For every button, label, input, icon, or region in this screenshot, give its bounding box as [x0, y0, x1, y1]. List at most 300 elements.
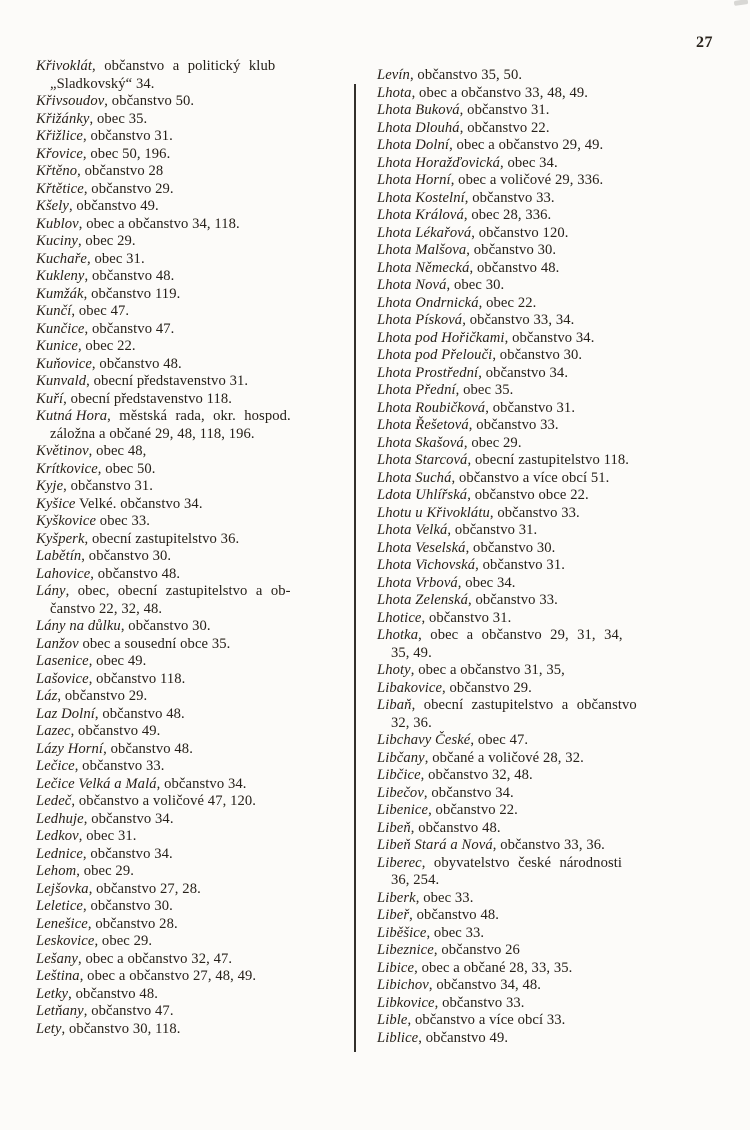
entry-place-name: Libeň Stará a Nová: [377, 837, 493, 853]
entry-detail-continuation: záložna a občané 29, 48, 118, 196.: [50, 425, 255, 442]
entry-place-name: Lhota Ondrnická: [377, 294, 479, 311]
entry-detail: , občanstvo 35, 50.: [409, 67, 523, 83]
entry-place-name: Lhota pod Přelouči: [377, 347, 493, 363]
entry-detail: , občanstvo 30.: [466, 242, 557, 258]
entry-detail: , občanstvo 33.: [468, 592, 558, 608]
entry-place-name: Krítkovice: [36, 460, 98, 477]
index-entry: [36, 321, 349, 339]
entry-place-name: Lečice: [36, 758, 75, 774]
entry-place-name: Lány: [36, 583, 66, 599]
entry-place-name: Lhoty: [377, 662, 411, 678]
entry-place-name: Lázy Horní: [36, 740, 104, 757]
index-entry: [36, 146, 349, 164]
index-entry: [36, 916, 349, 934]
index-entry: [377, 487, 733, 505]
index-entry: [36, 1021, 349, 1039]
entry-detail: , občanstvo 33, 36.: [492, 837, 605, 853]
entry-place-name: Květinov: [36, 443, 89, 459]
entry-detail: , občanstvo 31.: [447, 522, 538, 538]
entry-detail: , obec 29.: [463, 434, 522, 451]
index-entry: [36, 881, 349, 899]
index-entry: [36, 793, 349, 811]
entry-detail: , občanstvo 118.: [88, 670, 186, 687]
entry-detail: , občanstvo 22.: [428, 802, 518, 818]
entry-detail: , občanstvo 50.: [104, 93, 195, 109]
entry-detail: obec a sousední obce 35.: [78, 635, 231, 652]
entry-detail: , občanstvo 28: [77, 163, 164, 179]
entry-place-name: Lhota Malšova: [377, 242, 467, 258]
entry-detail: , obecní představenstvo 118.: [63, 390, 233, 407]
entry-detail: , obec 35.: [455, 382, 514, 398]
entry-detail: , občanstvo 32, 48.: [420, 767, 533, 783]
index-entry: [36, 111, 349, 129]
index-entry: [377, 417, 733, 435]
entry-place-name: Lhota Lékařová: [377, 224, 472, 241]
entry-detail: , obec a občanstvo 34, 118.: [78, 215, 240, 232]
index-entry: [377, 522, 733, 540]
index-entry: [36, 723, 349, 741]
entry-place-name: Kunčice: [36, 320, 85, 337]
entry-place-name: Lhota Zelenská: [377, 592, 468, 608]
index-entry: [377, 207, 733, 225]
entry-detail: , občanstvo 30.: [83, 898, 173, 914]
index-entry: [377, 697, 733, 732]
entry-detail: , obec 34.: [499, 154, 558, 171]
entry-place-name: Kuchaře: [36, 250, 87, 267]
entry-detail-continuation: čanstvo 22, 32, 48.: [50, 600, 163, 617]
entry-place-name: Letky: [36, 985, 69, 1002]
entry-place-name: Kuří: [36, 390, 64, 407]
entry-detail: , obec 49.: [88, 653, 147, 669]
index-entry: [377, 610, 733, 628]
index-entry: [377, 190, 733, 208]
entry-detail: , občanstvo 48.: [90, 565, 181, 582]
entry-detail: , občanstvo 48.: [68, 985, 158, 1002]
entry-place-name: Leletice: [36, 898, 83, 914]
index-entry: [377, 1012, 733, 1030]
index-entry: [36, 58, 349, 93]
entry-detail: , obec a občané 28, 33, 35.: [414, 959, 573, 976]
index-entry: [377, 820, 733, 838]
entry-detail: , občanstvo 31.: [83, 128, 173, 144]
index-entry: [36, 1003, 349, 1021]
index-entry: [36, 688, 349, 706]
entry-place-name: Kunice: [36, 338, 78, 354]
entry-place-name: Kšely: [36, 198, 69, 214]
entry-place-name: Lhota Velká: [377, 522, 448, 538]
entry-place-name: Lhota Roubičková: [377, 399, 486, 416]
entry-place-name: Libchavy České: [377, 732, 471, 748]
entry-detail: , občanstvo 33, 34.: [462, 312, 575, 328]
index-entry: [377, 575, 733, 593]
entry-place-name: Křtěno: [36, 163, 78, 179]
index-entry: [377, 172, 733, 190]
entry-place-name: Lehom: [36, 863, 77, 879]
entry-detail: , občanstvo a více obcí 33.: [407, 1012, 566, 1028]
index-entry: [377, 890, 733, 908]
entry-place-name: Levín: [377, 67, 410, 83]
index-entry: [36, 478, 349, 496]
entry-detail: , obec 50, 196.: [82, 145, 171, 162]
entry-detail: , občanstvo 33.: [464, 189, 555, 206]
entry-detail: , občanstvo 28.: [87, 915, 178, 932]
index-entry: [36, 286, 349, 304]
entry-place-name: Křižánky: [36, 110, 90, 127]
index-entry: [36, 163, 349, 181]
entry-place-name: Kunčí: [36, 303, 72, 319]
entry-place-name: Libeř: [377, 907, 410, 923]
entry-detail: , občanstvo 47.: [84, 320, 175, 337]
entry-place-name: Kyšice: [36, 495, 76, 512]
index-entry: [377, 592, 733, 610]
index-entry: [36, 741, 349, 759]
index-entry: [36, 671, 349, 689]
index-entry: [36, 706, 349, 724]
index-entry: [36, 496, 349, 514]
entry-detail: , obec a občanstvo 27, 48, 49.: [79, 968, 257, 984]
index-entry: [36, 933, 349, 951]
entry-place-name: Kuňovice: [36, 355, 92, 372]
entry-place-name: Libichov: [377, 977, 429, 993]
index-entry: [377, 557, 733, 575]
entry-detail: , občanstvo 48.: [94, 705, 185, 722]
index-entry: [36, 233, 349, 251]
index-entry: [36, 968, 349, 986]
index-entry: [36, 181, 349, 199]
entry-place-name: Kukleny: [36, 268, 85, 284]
entry-place-name: Lhota Suchá: [377, 469, 452, 486]
index-entry: [36, 653, 349, 671]
index-entry: [377, 365, 733, 383]
entry-place-name: Lhota Nová: [377, 277, 447, 293]
entry-detail: , obec, obecní zastupitelstvo a ob-: [65, 583, 291, 599]
index-entry: [377, 277, 733, 295]
index-entry: [36, 216, 349, 234]
entry-detail: , občanstvo a voličové 47, 120.: [71, 793, 257, 809]
entry-detail: , občanstvo 30.: [81, 548, 172, 564]
entry-place-name: Kuciny: [36, 233, 78, 249]
entry-detail: obec 33.: [96, 513, 151, 529]
entry-detail: , občanstvo a více obcí 51.: [451, 469, 610, 486]
entry-place-name: Lhota Přední: [377, 382, 456, 398]
entry-detail: , občanstvo 49.: [70, 723, 161, 739]
entry-detail: , občanstvo 29.: [57, 688, 148, 704]
entry-detail: , občanstvo 26: [433, 942, 520, 958]
entry-place-name: Leština: [36, 968, 80, 984]
index-entry: [36, 443, 349, 461]
entry-place-name: Lečice Velká a Malá: [36, 775, 157, 792]
index-entry: [377, 907, 733, 925]
index-entry: [377, 942, 733, 960]
index-entry: [36, 461, 349, 479]
index-entry: [377, 925, 733, 943]
index-entry: [377, 260, 733, 278]
entry-detail: , obec 29.: [94, 933, 153, 949]
entry-place-name: Ldota Uhlířská: [377, 487, 468, 503]
index-entry: [36, 758, 349, 776]
entry-detail: , občanstvo 48.: [84, 268, 175, 284]
entry-detail: , občanstvo 31.: [421, 609, 512, 626]
entry-place-name: Lahovice: [36, 565, 91, 582]
entry-place-name: Lhota Německá: [377, 259, 470, 276]
entry-place-name: Libečov: [377, 784, 424, 801]
entry-place-name: Křivsoudov: [36, 93, 105, 109]
index-entry: [36, 93, 349, 111]
index-entry: [377, 785, 733, 803]
entry-place-name: Lhota Horažďovická: [377, 154, 500, 171]
entry-detail: , občanstvo 49.: [418, 1029, 509, 1046]
entry-detail: , občanstvo 48.: [409, 907, 499, 923]
entry-place-name: Libkovice: [377, 994, 435, 1011]
index-entry: [377, 120, 733, 138]
index-entry: [36, 128, 349, 146]
entry-place-name: Liberec: [377, 854, 422, 871]
entry-place-name: Kunvald: [36, 373, 87, 389]
entry-detail: , obecní zastupitelstvo 36.: [84, 530, 240, 547]
entry-detail: , obec 33.: [426, 924, 485, 941]
entry-detail: , občanstvo 31.: [63, 478, 154, 494]
entry-place-name: Lhota pod Hořičkami: [377, 329, 505, 346]
index-entry: [36, 846, 349, 864]
entry-detail: , obec 29.: [76, 863, 134, 879]
entry-detail: , občanstvo 30, 118.: [61, 1020, 181, 1037]
entry-place-name: Lhota Horní: [377, 172, 451, 188]
index-entry: [36, 338, 349, 356]
index-entry: [377, 312, 733, 330]
index-entry: [377, 732, 733, 750]
entry-place-name: Lhota Vichovská: [377, 557, 476, 573]
index-entry: [377, 382, 733, 400]
index-entry: [377, 662, 733, 680]
index-entry: [36, 951, 349, 969]
index-entry: [377, 435, 733, 453]
entry-detail-continuation: 35, 49.: [391, 644, 432, 661]
entry-detail: , občanstvo 22.: [459, 119, 550, 136]
entry-detail: , občanstvo 30.: [120, 618, 211, 634]
index-entry: [377, 837, 733, 855]
entry-place-name: Lhota Dlouhá: [377, 119, 460, 136]
index-entry: [377, 85, 733, 103]
entry-place-name: Lety: [36, 1020, 62, 1037]
entry-detail-continuation: 32, 36.: [391, 714, 432, 731]
entry-place-name: Kutná Hora: [36, 408, 108, 424]
entry-detail: , občanstvo 30.: [465, 539, 556, 556]
index-entry: [36, 548, 349, 566]
entry-place-name: Kublov: [36, 215, 79, 232]
entry-place-name: Lednice: [36, 845, 83, 862]
index-entry: [36, 373, 349, 391]
index-entry: [377, 802, 733, 820]
entry-place-name: Lible: [377, 1012, 408, 1028]
entry-place-name: Křtětice: [36, 180, 84, 197]
entry-place-name: Liběšice: [377, 924, 427, 941]
entry-detail: , občanstvo 34.: [504, 329, 595, 346]
entry-detail: , občanstvo 34.: [83, 810, 174, 827]
entry-place-name: Lhotu u Křivoklátu: [377, 504, 490, 521]
index-entry: [36, 391, 349, 409]
entry-place-name: Lanžov: [36, 635, 79, 652]
index-entry: [36, 531, 349, 549]
entry-detail: , obec 35.: [89, 110, 148, 127]
entry-place-name: Lhotice: [377, 609, 422, 626]
index-entry: [377, 767, 733, 785]
entry-place-name: Lešany: [36, 950, 78, 967]
entry-detail: , občanstvo 34.: [478, 364, 569, 381]
entry-place-name: Kyškovice: [36, 513, 97, 529]
entry-place-name: Kyšperk: [36, 530, 85, 547]
entry-detail: , občanstvo 33.: [74, 758, 165, 774]
index-entry: [377, 505, 733, 523]
entry-place-name: Libeň: [377, 819, 411, 836]
index-column-right: [377, 67, 733, 1047]
entry-place-name: Lazec: [36, 723, 71, 739]
index-entry: [36, 408, 349, 443]
index-entry: [377, 225, 733, 243]
entry-detail: , občanstvo 27, 28.: [88, 880, 201, 897]
entry-detail: , obyvatelstvo české národnosti: [421, 854, 623, 871]
entry-detail: , občanstvo 34.: [156, 775, 247, 792]
entry-detail: , občanstvo obce 22.: [467, 487, 589, 503]
entry-place-name: Lhota Písková: [377, 312, 463, 328]
entry-detail: , obec a občanstvo 33, 48, 49.: [411, 84, 589, 101]
entry-place-name: Lenešice: [36, 915, 88, 932]
entry-detail: , obec 22.: [77, 338, 136, 354]
index-entry: [377, 67, 733, 85]
entry-detail: , občanstvo 48.: [410, 819, 501, 836]
entry-place-name: Libenice: [377, 802, 429, 818]
entry-detail: , obecní představenstvo 31.: [86, 373, 249, 389]
entry-place-name: Liberk: [377, 889, 416, 906]
index-entry: [377, 137, 733, 155]
index-entry: [36, 303, 349, 321]
index-entry: [377, 750, 733, 768]
entry-detail: , občanstvo 49.: [68, 198, 159, 214]
entry-place-name: Křovice: [36, 145, 83, 162]
entry-detail: , občanstvo 29.: [442, 679, 532, 696]
entry-place-name: Labětín: [36, 548, 82, 564]
index-entry: [36, 898, 349, 916]
index-entry: [36, 986, 349, 1004]
entry-place-name: Láz: [36, 688, 58, 704]
index-entry: [36, 863, 349, 881]
entry-detail-continuation: „Sladkovský“ 34.: [50, 75, 155, 92]
entry-detail: , obec a občanstvo 32, 47.: [77, 950, 233, 967]
entry-detail: , občanstvo 34, 48.: [428, 977, 542, 993]
entry-detail: , obec 33.: [415, 889, 474, 906]
entry-detail: , občanstvo a politický klub: [92, 58, 276, 74]
entry-place-name: Lhota Řešetová: [377, 417, 469, 433]
index-entry: [377, 540, 733, 558]
entry-place-name: Libice: [377, 959, 415, 976]
entry-place-name: Lhota Kostelní: [377, 189, 465, 206]
entry-detail: , obecní zastupitelstvo a občanstvo: [411, 697, 637, 713]
entry-detail: , občanstvo 33.: [468, 417, 559, 433]
index-entry: [377, 995, 733, 1013]
index-entry: [36, 198, 349, 216]
entry-detail: , občanstvo 29.: [83, 180, 174, 197]
entry-detail: , obec 50.: [97, 460, 156, 477]
entry-place-name: Lejšovka: [36, 880, 89, 897]
index-entry: [36, 583, 349, 618]
index-entry: [377, 960, 733, 978]
index-entry: [377, 242, 733, 260]
entry-place-name: Křižlice: [36, 128, 84, 144]
entry-detail: , obec 48,: [88, 443, 147, 459]
entry-detail: , obec 29.: [77, 233, 136, 249]
page-number: 27: [696, 34, 713, 51]
scan-artifact: [734, 0, 749, 6]
entry-detail: , obec 22.: [478, 294, 537, 311]
entry-detail: , obecní zastupitelstvo 118.: [467, 452, 629, 468]
entry-place-name: Lhota Prostřední: [377, 364, 479, 381]
entry-place-name: Lasenice: [36, 653, 89, 669]
entry-place-name: Lhota Veselská: [377, 539, 466, 556]
index-entry: [377, 680, 733, 698]
entry-place-name: Lhota Vrbová: [377, 574, 458, 591]
entry-detail: , obec 31.: [86, 250, 145, 267]
entry-detail: , občanstvo 31.: [459, 102, 550, 118]
entry-place-name: Laz Dolní: [36, 705, 95, 722]
index-entry: [36, 811, 349, 829]
entry-detail: , občanstvo 120.: [471, 224, 569, 241]
index-entry: [36, 636, 349, 654]
index-entry: [36, 828, 349, 846]
index-entry: [377, 855, 733, 890]
index-entry: [377, 102, 733, 120]
entry-place-name: Lhota Králová: [377, 207, 464, 223]
entry-detail: , obec 30.: [446, 277, 505, 293]
entry-detail: , občanstvo 119.: [83, 285, 181, 302]
entry-place-name: Liblice: [377, 1029, 419, 1046]
index-entry: [36, 776, 349, 794]
entry-detail: , občanstvo 33.: [489, 504, 580, 521]
entry-detail: , obec a občanstvo 31, 35,: [410, 662, 565, 678]
entry-detail: , občanstvo 48.: [103, 740, 193, 757]
entry-detail: , občanstvo 30.: [492, 347, 583, 363]
entry-place-name: Lhota Skašová: [377, 434, 464, 451]
index-entry: [377, 400, 733, 418]
entry-place-name: Libčany: [377, 749, 425, 766]
entry-detail: Velké. občanstvo 34.: [75, 495, 203, 512]
entry-detail: , obec 47.: [71, 303, 130, 319]
entry-detail-continuation: 36, 254.: [391, 872, 440, 888]
entry-detail: , občanstvo 48.: [91, 355, 182, 372]
entry-place-name: Leskovice: [36, 933, 95, 949]
column-divider-rule: [354, 84, 356, 1052]
index-entry: [36, 251, 349, 269]
entry-detail: , obec 34.: [457, 574, 516, 591]
entry-place-name: Lašovice: [36, 670, 89, 687]
entry-detail: , občanstvo 31.: [475, 557, 565, 573]
entry-place-name: Ledkov: [36, 828, 79, 844]
index-entry: [377, 627, 733, 662]
entry-place-name: Lány na důlku: [36, 618, 121, 634]
entry-detail: , městská rada, okr. hospod.: [107, 408, 291, 424]
index-entry: [377, 295, 733, 313]
entry-place-name: Libakovice: [377, 679, 443, 696]
index-entry: [377, 347, 733, 365]
entry-detail: , občanstvo 31.: [485, 399, 576, 416]
entry-detail: , obec a občanstvo 29, 31, 34,: [418, 627, 623, 643]
entry-detail: , občané a voličové 28, 32.: [424, 749, 584, 766]
index-entry: [36, 566, 349, 584]
entry-place-name: Libeznice: [377, 942, 434, 958]
entry-detail: , obec 28, 336.: [463, 207, 552, 223]
index-entry: [377, 452, 733, 470]
entry-place-name: Libaň: [377, 697, 412, 713]
entry-detail: , občanstvo 47.: [83, 1003, 174, 1019]
entry-place-name: Lhota Starcová: [377, 452, 468, 468]
